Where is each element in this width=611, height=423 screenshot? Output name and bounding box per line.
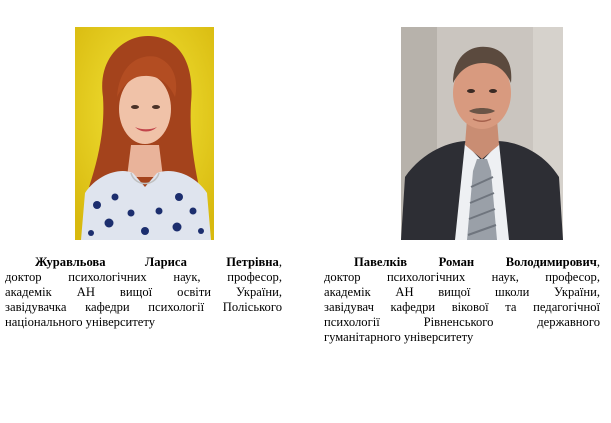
profile-caption-pavelkiv	[324, 255, 600, 345]
caption-line: доктор психологічних наук, професор,	[5, 270, 282, 284]
caption-line: академік АН вищої освіти України,	[5, 285, 282, 299]
profile-caption-zhuravlova	[5, 255, 282, 330]
portrait-photo-pavelkiv	[401, 27, 563, 240]
portrait-photo-zhuravlova	[75, 27, 214, 240]
caption-line: національного університету	[5, 315, 156, 329]
caption-line: гуманітарного університету	[324, 330, 474, 344]
name-suffix: ,	[278, 255, 282, 269]
portrait-photo-icon	[75, 27, 214, 240]
caption-name-line	[5, 255, 282, 270]
caption-line: завідувач кафедри вікової та педагогічної	[324, 300, 600, 314]
caption-line: доктор психологічних наук, професор,	[324, 270, 600, 284]
person-name: Павелків Роман Володимирович	[354, 255, 597, 269]
person-name: Журавльова Лариса Петрівна	[35, 255, 279, 269]
caption-line: психології Рівненського державного	[324, 315, 600, 329]
caption-name-line	[324, 255, 600, 270]
caption-line: завідувачка кафедри психології Поліського	[5, 300, 282, 314]
caption-line: академік АН вищої школи України,	[324, 285, 600, 299]
name-suffix: ,	[596, 255, 600, 269]
portrait-photo-icon	[401, 27, 563, 240]
